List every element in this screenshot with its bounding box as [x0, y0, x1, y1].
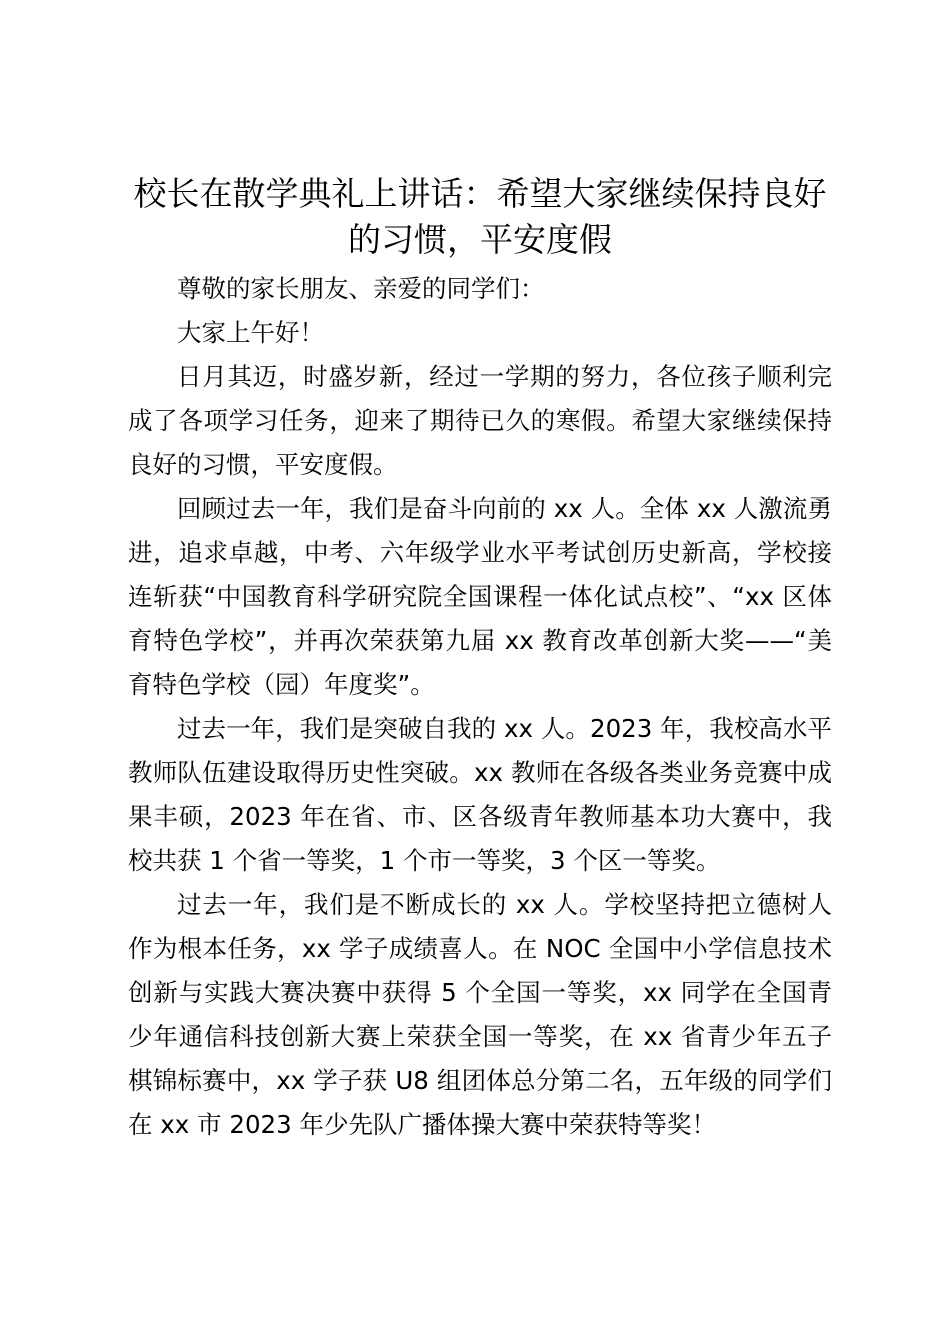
greeting-paragraph: 大家上午好！	[177, 318, 324, 347]
salutation-paragraph: 尊敬的家长朋友、亲爱的同学们：	[177, 274, 545, 303]
body-paragraph-teachers: 过去一年，我们是突破自我的 xx 人。2023 年，我校高水平教师队伍建设取得历史性突破。xx 教师在各级各类业务竞赛中成果丰硕，2023 年在省、市、区各级青年教师基本功大赛中，我校共获 1 个省一等奖，1 个市一等奖，3 个区一等奖。	[128, 714, 832, 875]
body-paragraph-review: 回顾过去一年，我们是奋斗向前的 xx 人。全体 xx 人激流勇进，追求卓越，中考、六年级学业水平考试创历史新高，学校接连斩获“中国教育科学研究院全国课程一体化试点校”、“xx 区体育特色学校”，并再次荣获第九届 xx 教育改革创新大奖——“美育特色学校（园）年度奖”。	[128, 494, 832, 699]
document-page	[128, 171, 832, 1147]
body-paragraph-students: 过去一年，我们是不断成长的 xx 人。学校坚持把立德树人作为根本任务，xx 学子成绩喜人。在 NOC 全国中小学信息技术创新与实践大赛决赛中获得 5 个全国一等奖，xx 同学在全国青少年通信科技创新大赛上荣获全国一等奖，在 xx 省青少年五子棋锦标赛中，xx 学子获 U8 组团体总分第二名，五年级的同学们在 xx 市 2023 年少先队广播体操大赛中荣获特等奖！	[128, 890, 832, 1139]
document-title: 校长在散学典礼上讲话：希望大家继续保持良好的习惯，平安度假	[133, 174, 827, 259]
body-paragraph-intro: 日月其迈，时盛岁新，经过一学期的努力，各位孩子顺利完成了各项学习任务，迎来了期待已久的寒假。希望大家继续保持良好的习惯，平安度假。	[128, 362, 832, 479]
